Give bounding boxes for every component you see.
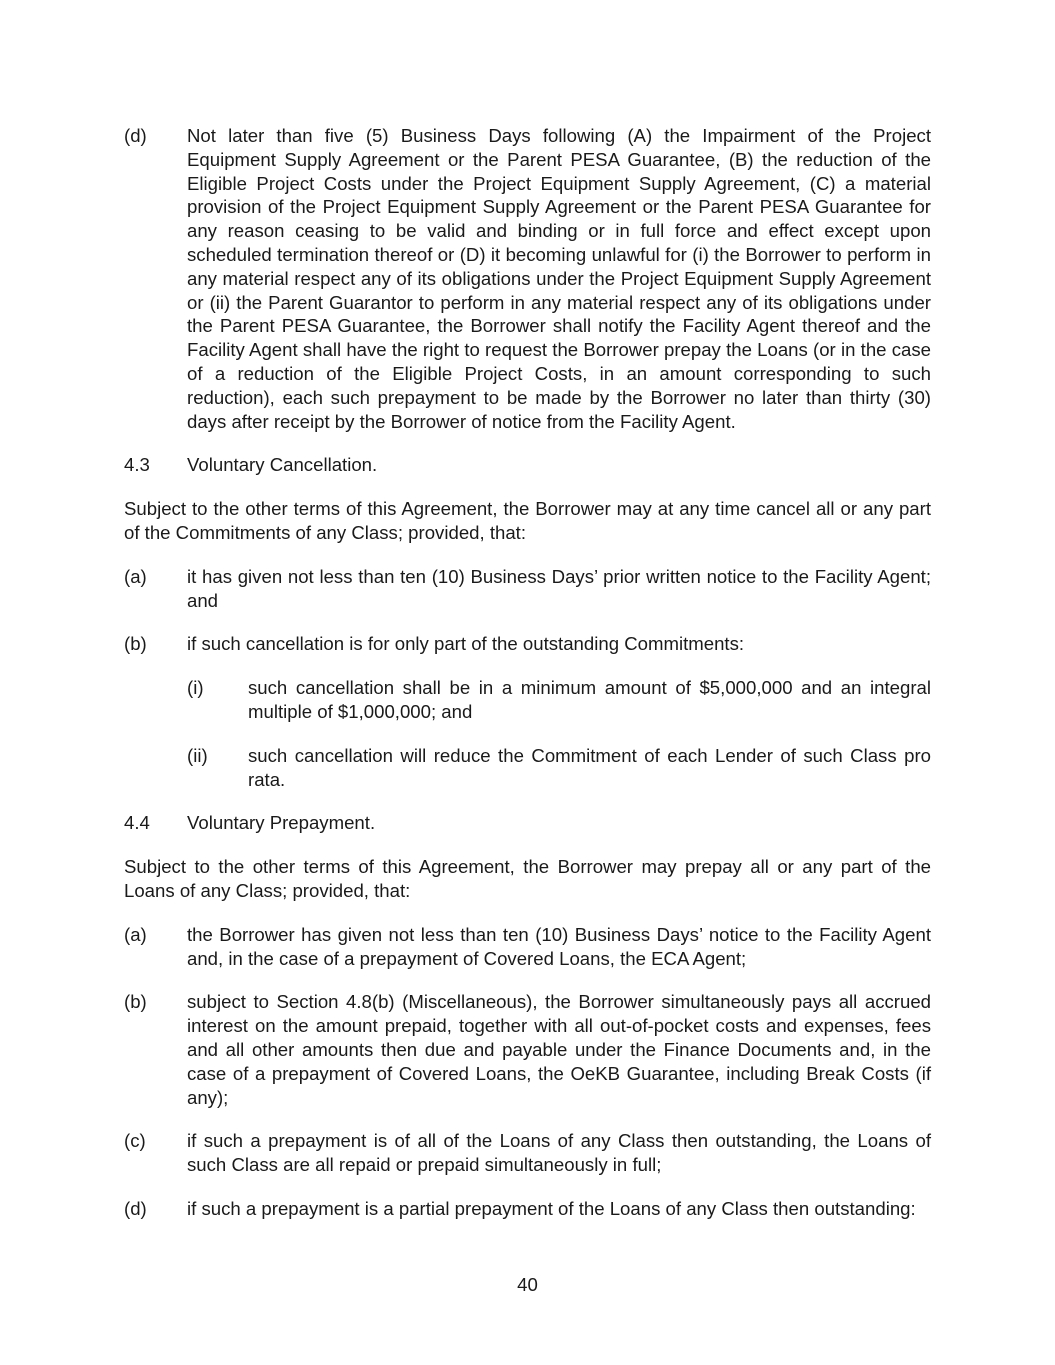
clause-text: if such cancellation is for only part of the outstanding Commitments: <box>187 633 745 655</box>
section-heading-4-3 <box>124 453 931 477</box>
section-title: Voluntary Cancellation. <box>187 454 378 476</box>
clause-label: (c) <box>124 1130 146 1152</box>
subclause-label: (ii) <box>187 744 208 766</box>
clause-text: if such a prepayment is a partial prepayment of the Loans of any Class then outstanding: <box>187 1197 916 1219</box>
clause-text: if such a prepayment is of all of the Loans of any Class then outstanding, the Loans of such Class are all repaid or prepaid simultaneously in full; <box>187 1130 931 1176</box>
subclause-ii <box>187 744 931 792</box>
clause-label: (a) <box>124 923 147 945</box>
clause-b <box>124 990 931 1109</box>
document-page <box>124 124 931 1221</box>
section-number: 4.3 <box>124 454 150 476</box>
clause-label: (d) <box>124 125 147 146</box>
subclause-i <box>187 676 931 724</box>
section-title: Voluntary Prepayment. <box>187 812 376 834</box>
clause-text: the Borrower has given not less than ten (10) Business Days’ notice to the Facility Agent and, in the case of a prepayment of Covered Loans, the ECA Agent; <box>187 923 931 969</box>
subclause-text: such cancellation will reduce the Commitment of each Lender of such Class pro rata. <box>248 744 931 790</box>
clause-label: (d) <box>124 1197 147 1219</box>
clause-label: (a) <box>124 565 147 587</box>
subclause-text: such cancellation shall be in a minimum amount of $5,000,000 and an integral multiple of $1,000,000; and <box>248 677 931 722</box>
page-number: 40 <box>517 1274 538 1295</box>
clause-label: (b) <box>124 991 147 1013</box>
section-intro: Subject to the other terms of this Agreement, the Borrower may prepay all or any part of the Loans of any Class; provided, that: <box>124 856 931 901</box>
section-heading-4-4 <box>124 811 931 835</box>
clause-a <box>124 923 931 971</box>
clause-d-impairment <box>124 124 931 433</box>
section-intro: Subject to the other terms of this Agreement, the Borrower may at any time cancel all or any part of the Commitments of any Class; provided, that: <box>124 498 931 543</box>
clause-c <box>124 1129 931 1177</box>
clause-b <box>124 632 931 656</box>
clause-text: it has given not less than ten (10) Business Days’ prior written notice to the Facility Agent; and <box>187 565 931 611</box>
clause-label: (b) <box>124 633 147 655</box>
subclause-label: (i) <box>187 677 204 699</box>
clause-text: subject to Section 4.8(b) (Miscellaneous), the Borrower simultaneously pays all accrued interest on the amount prepaid, together with all out-of-pocket costs and expenses, fees and all other amounts then due and payable under the Finance Documents and, in the case of a prepayment of Covered Loans, the OeKB Guarantee, including Break Costs (if any); <box>187 991 931 1108</box>
clause-text: Not later than five (5) Business Days following (A) the Impairment of the Project Equipment Supply Agreement or the Parent PESA Guarantee, (B) the reduction of the Eligible Project Costs under the Project Equipment Supply Agreement, (C) a material provision of the Project Equipment Supply Agreement or the Parent PESA Guarantee for any reason ceasing to be valid and binding or in full force and effect except upon scheduled termination thereof or (D) it becoming unlawful for (i) the Borrower to perform in any material respect any of its obligations under the Project Equipment Supply Agreement or (ii) the Parent Guarantor to perform in any material respect any of its obligations under the Parent PESA Guarantee, the Borrower shall notify the Facility Agent thereof and the Facility Agent shall have the right to request the Borrower prepay the Loans (or in the case of a reduction of the Eligible Project Costs, in an amount corresponding to such reduction), each such prepayment to be made by the Borrower no later than thirty (30) days after receipt by the Borrower of notice from the Facility Agent. <box>187 125 931 432</box>
section-number: 4.4 <box>124 812 150 834</box>
clause-d <box>124 1197 931 1221</box>
clause-a <box>124 565 931 613</box>
